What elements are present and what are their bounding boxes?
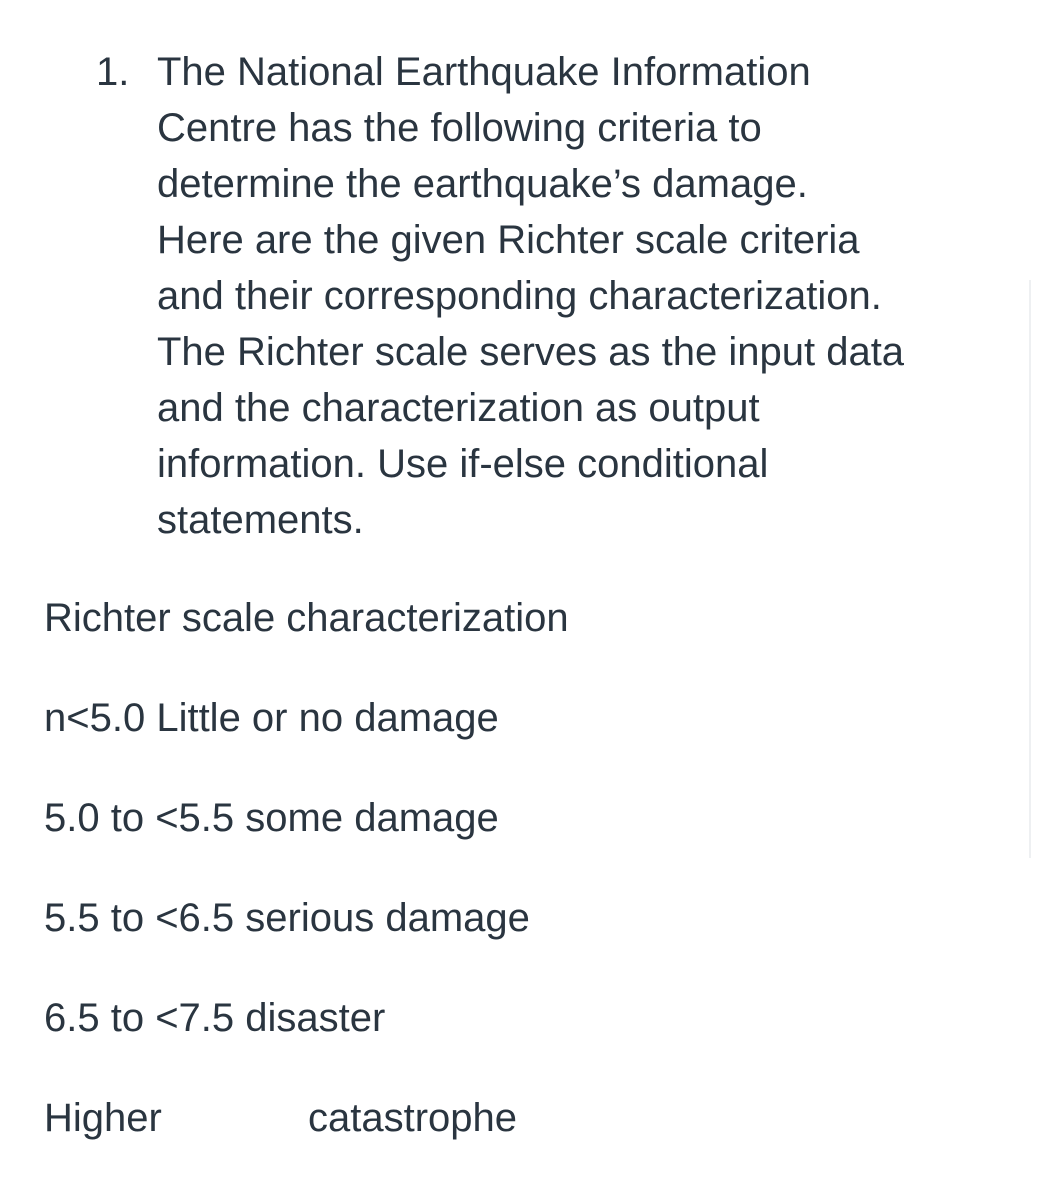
criteria-row: 5.0 to <5.5 some damage bbox=[44, 796, 499, 840]
criteria-row: 6.5 to <7.5 disaster bbox=[44, 996, 386, 1040]
question-line: and the characterization as output bbox=[157, 386, 760, 430]
question-number: 1. bbox=[96, 50, 130, 94]
question-line: determine the earthquake’s damage. bbox=[157, 162, 808, 206]
question-line: The Richter scale serves as the input data bbox=[157, 330, 905, 374]
question-line: Here are the given Richter scale criteria bbox=[157, 218, 860, 262]
criteria-header: Richter scale characterization bbox=[44, 596, 569, 640]
criteria-row: n<5.0 Little or no damage bbox=[44, 696, 499, 740]
criteria-row-higher bbox=[44, 1090, 1004, 1146]
criteria-scale-higher: Higher bbox=[44, 1096, 162, 1140]
question-line: information. Use if-else conditional bbox=[157, 442, 769, 486]
criteria-characterization-catastrophe: catastrophe bbox=[308, 1096, 518, 1140]
question-line: statements. bbox=[157, 498, 364, 542]
richter-criteria-list bbox=[44, 590, 1004, 1146]
criteria-row: 5.5 to <6.5 serious damage bbox=[44, 896, 530, 940]
question-line: and their corresponding characterization. bbox=[157, 274, 882, 318]
page-edge-divider bbox=[1029, 280, 1031, 858]
question-text bbox=[157, 44, 1017, 548]
question-line: The National Earthquake Information bbox=[157, 50, 811, 94]
question-line: Centre has the following criteria to bbox=[157, 106, 762, 150]
